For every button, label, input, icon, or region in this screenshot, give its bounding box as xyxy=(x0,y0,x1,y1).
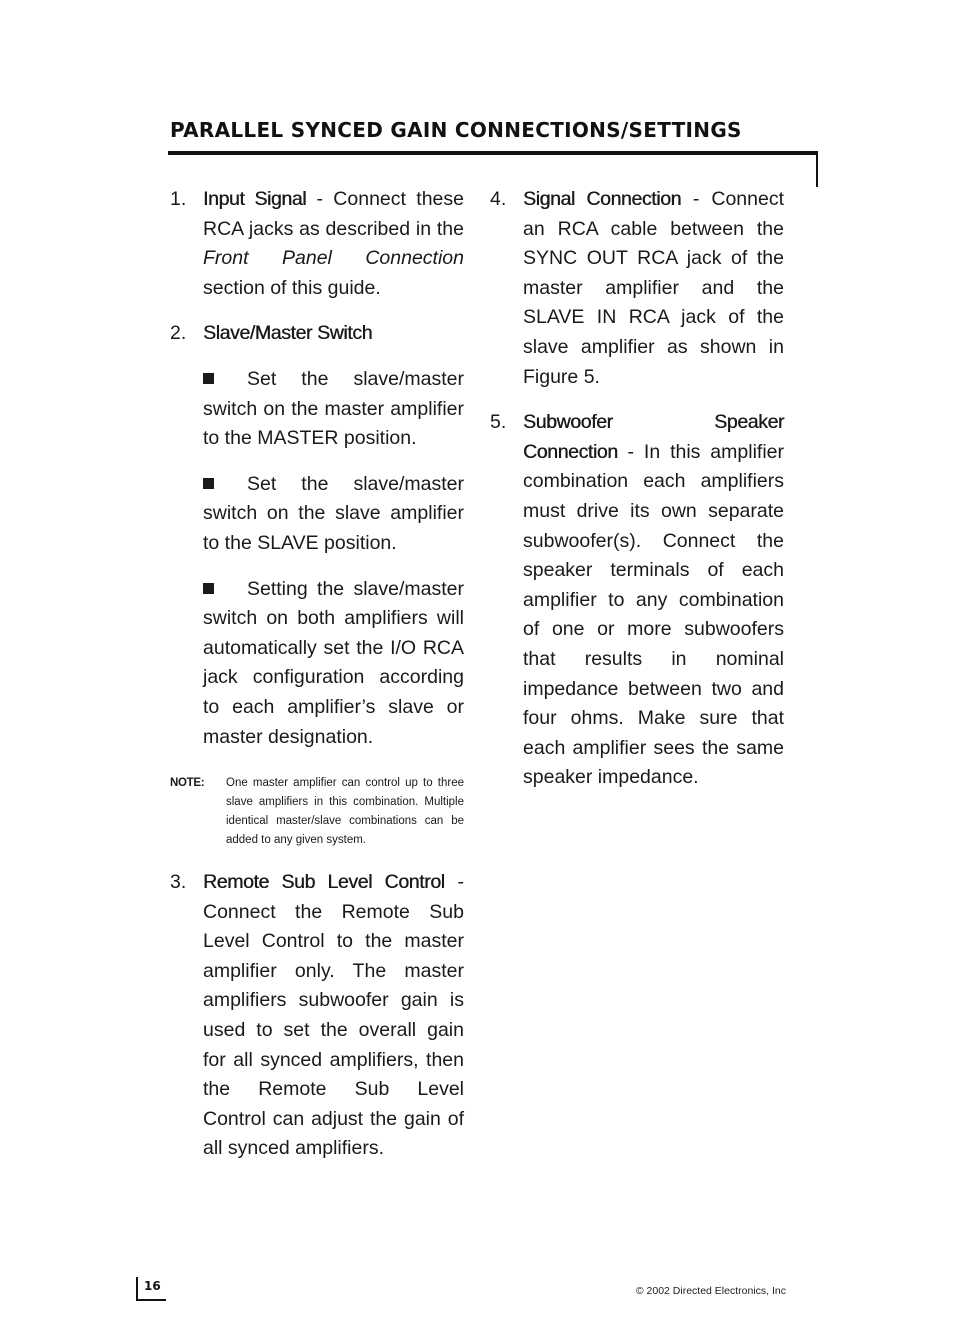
item-reference: Front Panel Connection xyxy=(203,247,464,270)
bullet-text: Set the slave/master switch on the master amplifier to the MASTER position. xyxy=(203,367,464,450)
right-column xyxy=(490,185,784,809)
bullet-item xyxy=(203,470,464,559)
heading-underline xyxy=(168,151,818,155)
bullet-item xyxy=(203,365,464,454)
bullet-item xyxy=(203,575,464,753)
item-text: - In this amplifier combination each amplifiers must drive its own separate subwoofer(s). Connect the speaker terminals of each amplifier to any combination of one or more subwoofers that results in nominal impedance between two and four ohms. Make sure that each amplifier sees the same speaker impedance. xyxy=(523,440,784,789)
note-block xyxy=(170,774,464,850)
item-title: Slave/Master Switch xyxy=(203,322,373,345)
item-title: Remote Sub Level Control xyxy=(203,871,445,894)
page-number: 16 xyxy=(144,1279,161,1293)
item-number: 2. xyxy=(170,322,187,345)
square-bullet-icon xyxy=(203,583,214,594)
copyright-notice: © 2002 Directed Electronics, Inc xyxy=(635,1285,786,1297)
item-text: - Connect an RCA cable between the SYNC OUT RCA jack of the master amplifier and the SLAVE IN RCA jack of the slave amplifier as shown in Figure 5. xyxy=(523,188,784,388)
bullet-text: Set the slave/master switch on the slave amplifier to the SLAVE position. xyxy=(203,472,464,554)
note-text: One master amplifier can control up to three slave amplifiers in this combination. Multiple identical master/slave combinations can be added to any given system. xyxy=(226,777,464,847)
item-number: 1. xyxy=(170,188,187,210)
item-title: Subwoofer Speaker Connection xyxy=(523,411,784,463)
instruction-item-1 xyxy=(170,185,464,303)
item-text: - Connect the Remote Sub Level Control to the master amplifier only. The master amplifiers subwoofer gain is used to set the overall gain for all synced amplifiers, then the Remote Sub Level Control can adjust the gain of all synced amplifiers. xyxy=(203,871,464,1160)
item-text: - Connect these RCA jacks as described in the xyxy=(203,188,464,240)
item-number: 5. xyxy=(490,411,507,434)
square-bullet-icon xyxy=(203,373,214,384)
item-text: section of this guide. xyxy=(203,276,381,299)
instruction-item-3 xyxy=(170,868,464,1164)
heading-corner-rule xyxy=(816,153,818,187)
instruction-item-2 xyxy=(170,319,464,349)
item-number: 4. xyxy=(490,188,507,210)
item-number: 3. xyxy=(170,871,187,894)
note-label: NOTE: xyxy=(170,777,205,790)
instruction-item-4 xyxy=(490,185,784,392)
instruction-item-5 xyxy=(490,408,784,793)
item-title: Input Signal xyxy=(203,188,307,210)
left-column xyxy=(170,185,464,1180)
section-heading: PARALLEL SYNCED GAIN CONNECTIONS/SETTINGS xyxy=(170,118,742,142)
square-bullet-icon xyxy=(203,478,214,489)
bullet-text: Setting the slave/master switch on both amplifiers will automatically set the I/O RCA jack configuration according to each amplifier’s slave or master designation. xyxy=(203,577,464,748)
item-title: Signal Connection xyxy=(523,188,681,210)
